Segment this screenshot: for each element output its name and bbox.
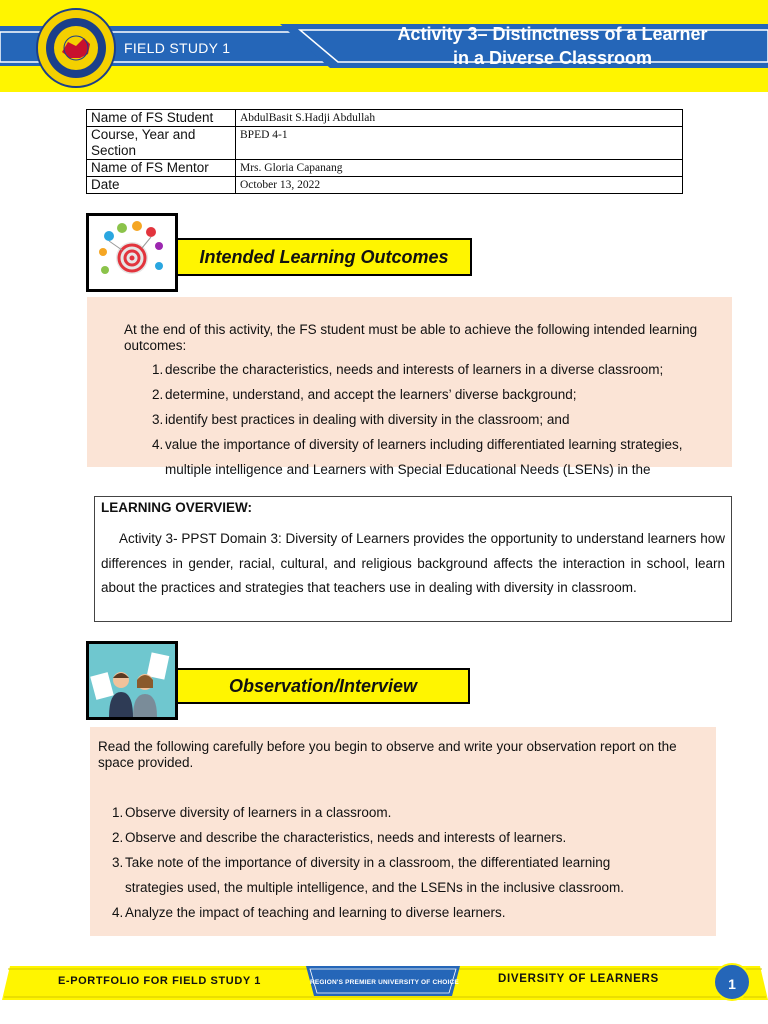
page-header [0, 0, 768, 92]
list-num: 4. [152, 437, 164, 452]
list-text: Analyze the impact of teaching and learning to diverse learners. [125, 905, 506, 920]
list-text: Take note of the importance of diversity in a classroom, the differentiated learning [125, 855, 611, 870]
list-item [112, 830, 702, 846]
overview-body: Activity 3- PPST Domain 3: Diversity of Learners provides the opportunity to understand learners how differences in gender, racial, cultural, and religious background affects the interaction in school, learn about the practices and strategies that teachers use in dealing with diversity in classroom. [101, 531, 725, 595]
list-num: 3. [112, 855, 124, 870]
target-illustration [86, 213, 178, 292]
page-number: 1 [713, 963, 751, 1001]
list-num: 3. [152, 412, 164, 427]
list-item [112, 905, 702, 921]
footer-topic-label: DIVERSITY OF LEARNERS [498, 973, 659, 985]
field-study-label: FIELD STUDY 1 [124, 40, 231, 56]
list-text: Observe diversity of learners in a classroom. [125, 805, 392, 820]
activity-title-line2: in a Diverse Classroom [452, 48, 653, 68]
info-value: Mrs. Gloria Capanang [236, 160, 683, 177]
observation-intro: Read the following carefully before you begin to observe and write your observation report on the space provided. [98, 739, 677, 770]
info-label: Name of FS Student [87, 110, 236, 127]
target-icon [89, 216, 175, 289]
table-row [87, 177, 683, 194]
list-item [112, 805, 702, 821]
info-label: Date [87, 177, 236, 194]
list-text-cont: strategies used, the multiple intelligence, and the LSENs in the inclusive classroom. [125, 880, 625, 895]
observation-box [90, 727, 716, 936]
list-num: 2. [152, 387, 164, 402]
university-seal [36, 8, 116, 88]
student-info-table [86, 109, 683, 194]
list-text: determine, understand, and accept the learners’ diverse background; [165, 387, 577, 402]
info-value: AbdulBasit S.Hadji Abdullah [236, 110, 683, 127]
list-item [152, 412, 722, 428]
list-num: 1. [112, 805, 124, 820]
list-item [152, 362, 722, 378]
info-label: Course, Year and Section [87, 127, 236, 160]
list-num: 2. [112, 830, 124, 845]
list-text-cont: multiple intelligence and Learners with Special Educational Needs (LSENs) in the [165, 462, 651, 477]
table-row [87, 110, 683, 127]
ilo-heading: Intended Learning Outcomes [176, 238, 472, 276]
observation-list [112, 805, 702, 930]
table-row [87, 127, 683, 160]
footer-portfolio-label: E-PORTFOLIO FOR FIELD STUDY 1 [58, 975, 261, 987]
interview-illustration [86, 641, 178, 720]
observation-heading: Observation/Interview [176, 668, 470, 704]
list-num: 1. [152, 362, 164, 377]
list-item [152, 387, 722, 403]
activity-title-line1: Activity 3– Distinctness of a Learner [397, 24, 708, 44]
list-num: 4. [112, 905, 124, 920]
list-text: identify best practices in dealing with diversity in the classroom; and [165, 412, 570, 427]
info-label: Name of FS Mentor [87, 160, 236, 177]
learning-overview-box [94, 496, 732, 622]
list-text: value the importance of diversity of learners including differentiated learning strategies, [165, 437, 683, 452]
overview-title: LEARNING OVERVIEW: [101, 500, 253, 515]
info-value: BPED 4-1 [236, 127, 683, 160]
people-icon [89, 644, 175, 717]
ilo-intro: At the end of this activity, the FS student must be able to achieve the following intended learning outcomes: [124, 322, 698, 353]
activity-title [350, 22, 755, 70]
footer-tagline: REGION'S PREMIER UNIVERSITY OF CHOICE [310, 979, 459, 986]
list-item [152, 437, 722, 478]
table-row [87, 160, 683, 177]
list-text: describe the characteristics, needs and interests of learners in a diverse classroom; [165, 362, 664, 377]
info-value: October 13, 2022 [236, 177, 683, 194]
list-text: Observe and describe the characteristics, needs and interests of learners. [125, 830, 567, 845]
ilo-box [87, 297, 732, 477]
list-item [112, 855, 702, 896]
ilo-list [152, 362, 722, 487]
